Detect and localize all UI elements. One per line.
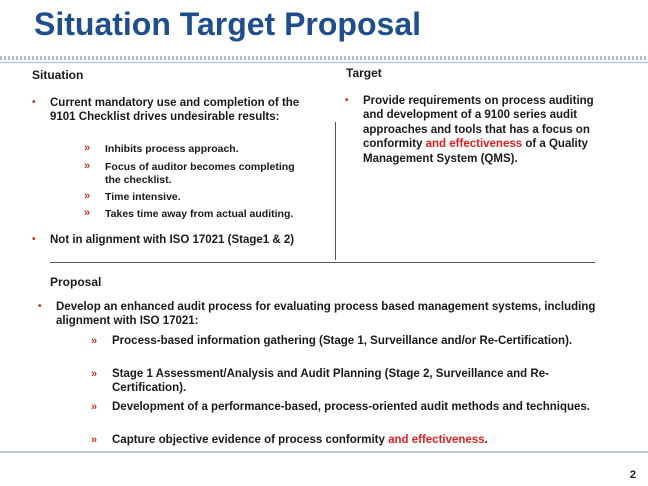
proposal-bullet: • Develop an enhanced audit process for evaluating process based management systems, including alignment with ISO 17021: — [38, 301, 596, 328]
footer-divider — [0, 451, 648, 453]
highlight-text: and effectiveness — [388, 434, 485, 446]
sub-bullet-mark: » — [91, 335, 98, 347]
title-divider — [0, 56, 648, 63]
bullet-mark: • — [345, 95, 349, 106]
target-heading: Target — [346, 66, 382, 80]
situation-bullet-2: • Not in alignment with ISO 17021 (Stage1 & 2) — [32, 234, 295, 246]
target-bullet: • Provide requirements on process auditing and development of a 9100 series audit approaches and tools that has a focus on conformity and effectiveness of a Quality Management System (QMS). — [345, 95, 594, 165]
sub-bullet-mark: » — [84, 160, 91, 172]
proposal-sub-3: » Development of a performance-based, process-oriented audit methods and techniques. — [91, 401, 590, 413]
proposal-sub-1: » Process-based information gathering (Stage 1, Surveillance and/or Re-Certification). — [91, 335, 573, 347]
sub-bullet-mark: » — [91, 401, 98, 413]
sub-bullet-mark: » — [84, 142, 91, 154]
slide-title: Situation Target Proposal — [34, 6, 421, 42]
sub-bullet-mark: » — [84, 207, 91, 219]
situation-bullet-1: • Current mandatory use and completion of the 9101 Checklist drives undesirable results: — [32, 97, 300, 124]
page-number: 2 — [629, 469, 636, 481]
sub-bullet-mark: » — [91, 368, 98, 380]
situation-sub-1: » Inhibits process approach. — [84, 142, 239, 155]
proposal-sub-2: » Stage 1 Assessment/Analysis and Audit Planning (Stage 2, Surveillance and Re-Certification). — [91, 368, 549, 395]
section-divider — [50, 262, 595, 263]
situation-heading: Situation — [32, 68, 84, 82]
situation-sub-2: » Focus of auditor becomes completing the checklist. — [84, 160, 295, 187]
sub-bullet-mark: » — [91, 434, 98, 446]
bullet-mark: • — [32, 97, 36, 108]
situation-sub-3: » Time intensive. — [84, 190, 181, 203]
highlight-text: and effectiveness — [425, 138, 523, 151]
bullet-mark: • — [32, 234, 36, 245]
sub-bullet-mark: » — [84, 190, 91, 202]
column-divider — [335, 122, 336, 260]
bullet-mark: • — [38, 301, 42, 312]
proposal-heading: Proposal — [50, 275, 102, 289]
proposal-sub-4: » Capture objective evidence of process conformity and effectiveness. — [91, 434, 488, 446]
situation-sub-4: » Takes time away from actual auditing. — [84, 207, 294, 220]
